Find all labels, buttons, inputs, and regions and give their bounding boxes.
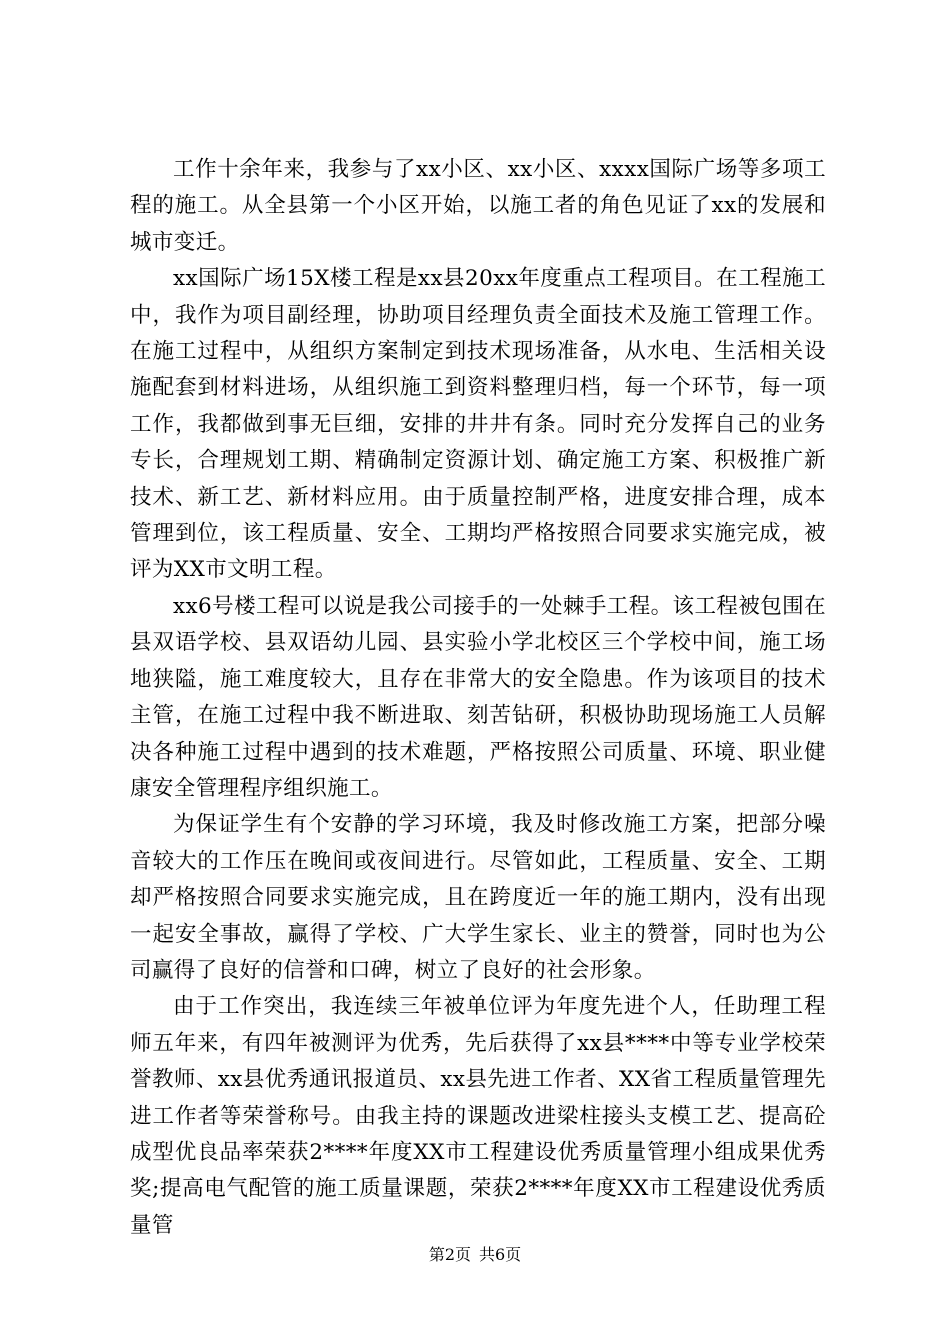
paragraph-5: 由于工作突出，我连续三年被单位评为年度先进个人，任助理工程师五年来，有四年被测评为优秀，先后获得了xx县****中等专业学校荣誉教师、xx县优秀通讯报道员、xx县先进工作者、XX省工程质量管理先进工作者等荣誉称号。由我主持的课题改进梁柱接头支模工艺、提高砼成型优良品率荣获2****年度XX市工程建设优秀质量管理小组成果优秀奖;提高电气配管的施工质量课题，荣获2****年度XX市工程建设优秀质量管 <box>130 994 826 1238</box>
paragraph-1: 工作十余年来，我参与了xx小区、xx小区、xxxx国际广场等多项工程的施工。从全县第一个小区开始，以施工者的角色见证了xx的发展和城市变迁。 <box>130 157 826 255</box>
paragraph-2: xx国际广场15X楼工程是xx县20xx年度重点工程项目。在工程施工中，我作为项目副经理，协助项目经理负责全面技术及施工管理工作。在施工过程中，从组织方案制定到技术现场准备，从水电、生活相关设施配套到材料进场，从组织施工到资料整理归档，每一个环节，每一项工作，我都做到事无巨细，安排的井井有条。同时充分发挥自己的业务专长，合理规划工期、精确制定资源计划、确定施工方案、积极推广新技术、新工艺、新材料应用。由于质量控制严格，进度安排合理，成本管理到位，该工程质量、安全、工期均严格按照合同要求实施完成，被评为XX市文明工程。 <box>130 266 826 583</box>
document-body <box>130 152 826 1244</box>
page-footer <box>0 1244 950 1266</box>
paragraph-4: 为保证学生有个安静的学习环境，我及时修改施工方案，把部分噪音较大的工作压在晚间或夜间进行。尽管如此，工程质量、安全、工期却严格按照合同要求实施完成，且在跨度近一年的施工期内，没有出现一起安全事故，赢得了学校、广大学生家长、业主的赞誉，同时也为公司赢得了良好的信誉和口碑，树立了良好的社会形象。 <box>130 812 826 983</box>
page-total: 共6页 <box>479 1245 522 1264</box>
page-number: 第2页 <box>428 1245 471 1264</box>
paragraph-3: xx6号楼工程可以说是我公司接手的一处棘手工程。该工程被包围在县双语学校、县双语幼儿园、县实验小学北校区三个学校中间，施工场地狭隘，施工难度较大，且存在非常大的安全隐患。作为该项目的技术主管，在施工过程中我不断进取、刻苦钻研，积极协助现场施工人员解决各种施工过程中遇到的技术难题，严格按照公司质量、环境、职业健康安全管理程序组织施工。 <box>130 593 826 801</box>
